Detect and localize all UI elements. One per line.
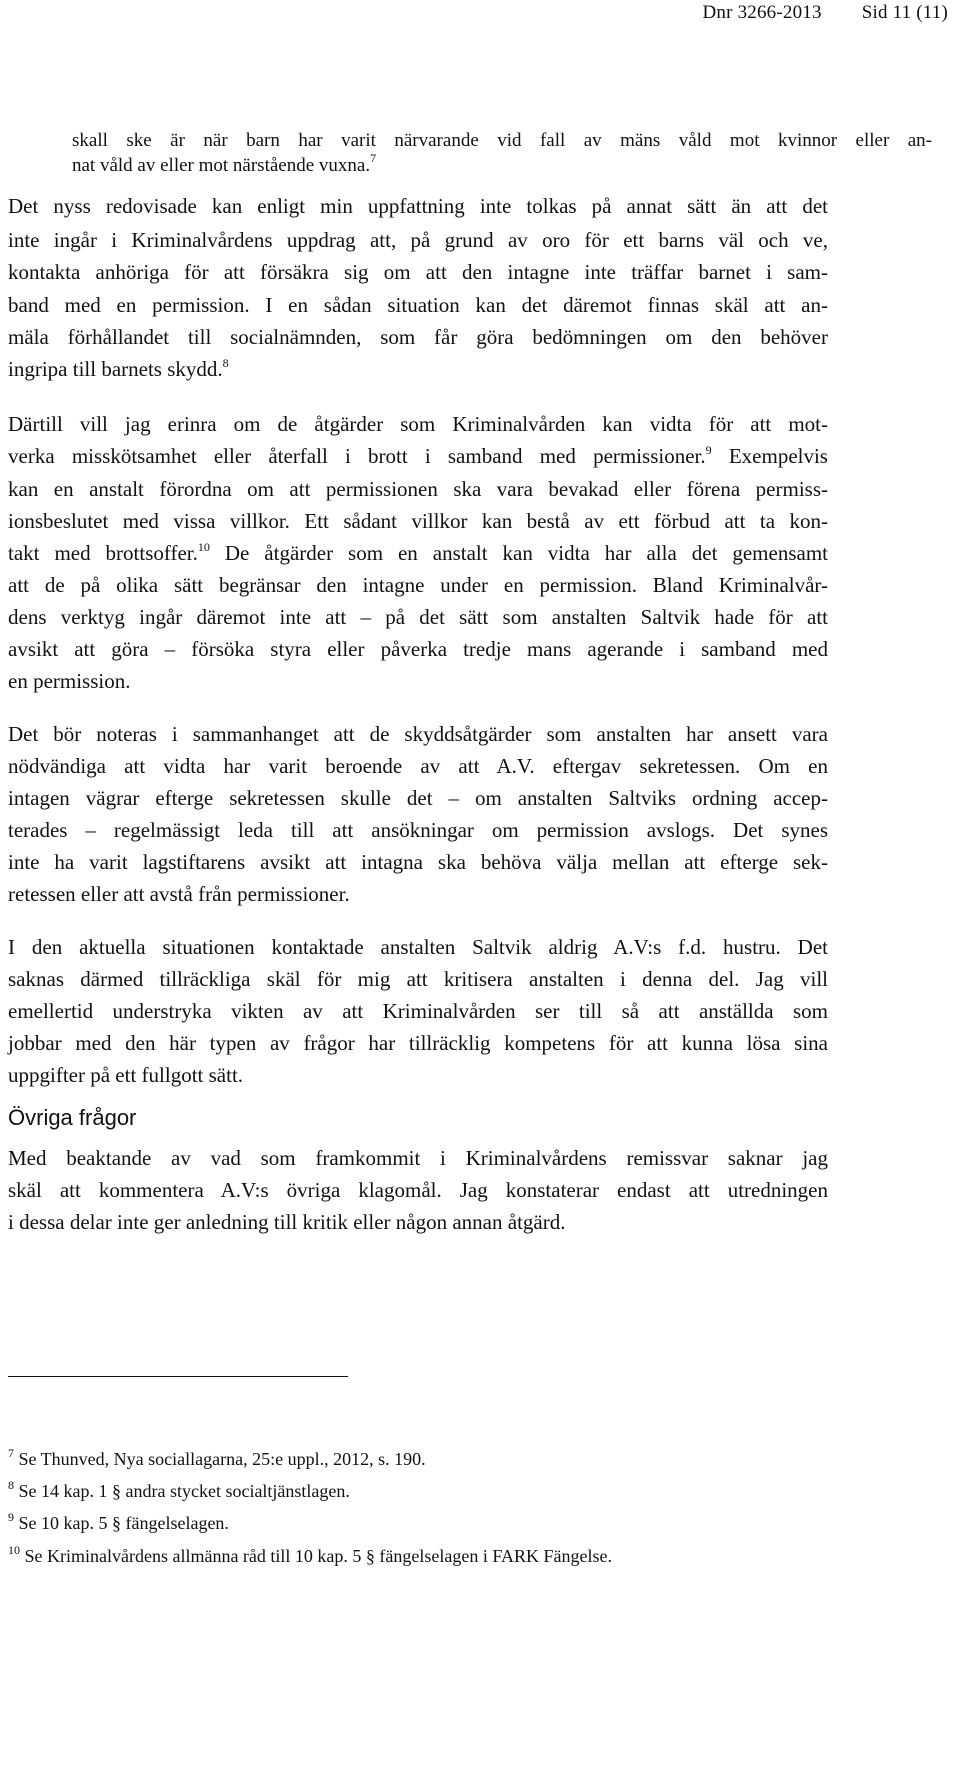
footnote: $^{10}$ Se Kriminalvårdens allmänna råd till 10 kap. 5 § fängelselagen i FARK Fängelse. (8, 1543, 613, 1566)
footnote: $^9$ Se 10 kap. 5 § fängelselagen. (8, 1510, 229, 1533)
footnote: $^7$ Se Thunved, Nya sociallagarna, 25:e uppl., 2012, s. 190. (8, 1446, 426, 1469)
page-number: Sid 11 (11) (861, 2, 948, 23)
footnote-ref: 8 (222, 356, 229, 370)
quote-line: skall ske är när barn har varit närvarande vid fall av mäns våld mot kvinnor eller an- (72, 130, 932, 151)
footnote: $^8$ Se 14 kap. 1 § andra stycket socialtjänstlagen. (8, 1478, 350, 1501)
quote-line: nat våld av eller mot närstående vuxna.$^7$ (72, 151, 377, 176)
footnote-ref: 10 (197, 540, 210, 554)
footnote-ref: 7 (370, 151, 377, 165)
footnote-separator (8, 1376, 348, 1377)
section-heading: Övriga frågor (8, 1105, 137, 1130)
document-number: Dnr 3266-2013 (702, 2, 822, 23)
footnote-ref: 9 (705, 443, 712, 457)
page-header (702, 2, 948, 24)
